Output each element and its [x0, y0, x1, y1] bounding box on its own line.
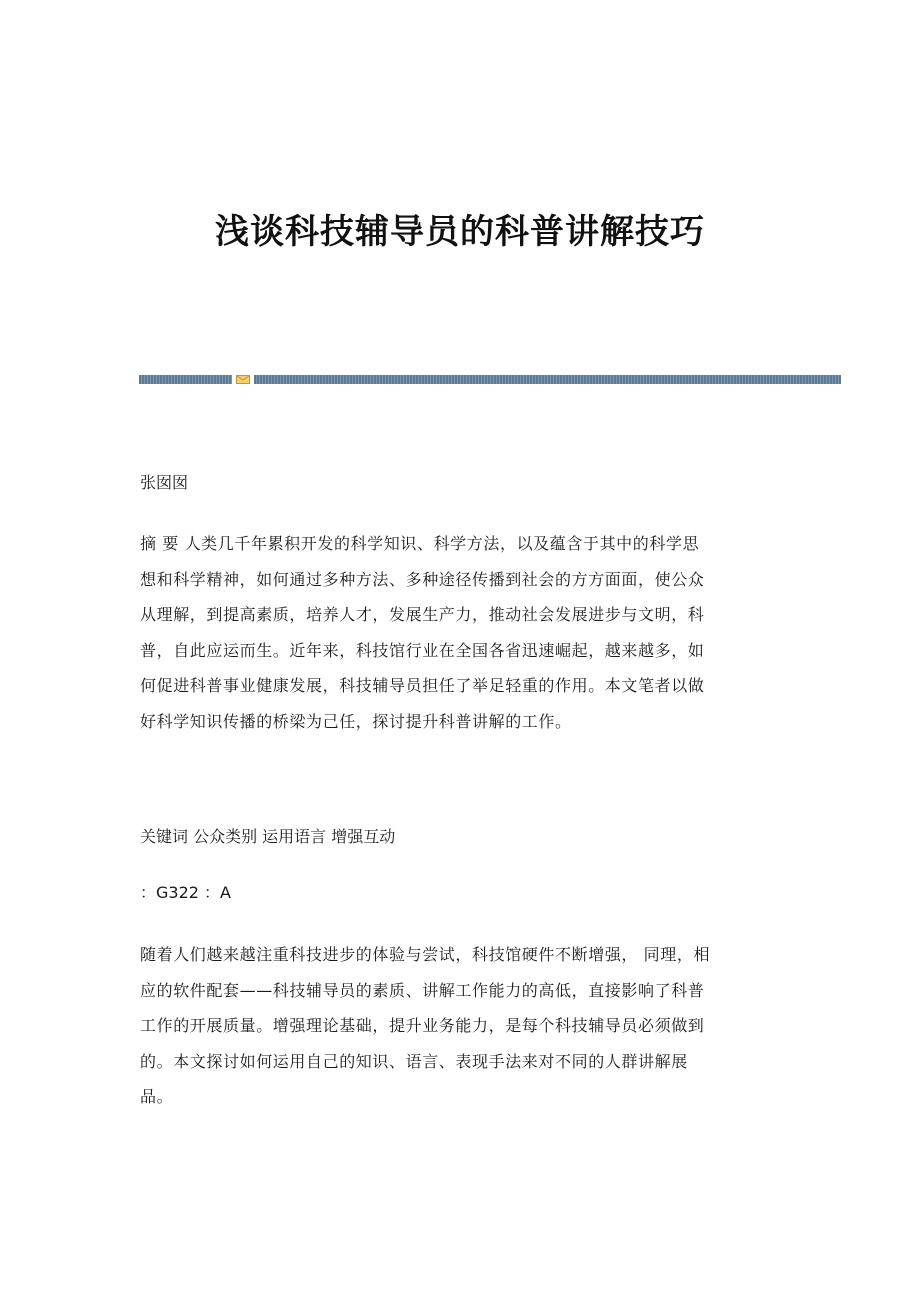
document-title: 浅谈科技辅导员的科普讲解技巧 [215, 212, 705, 252]
abstract-line: 从理解，到提高素质，培养人才，发展生产力，推动社会发展进步与文明，科 [140, 605, 705, 624]
divider-bar-right [254, 375, 841, 384]
body-line: 的。本文探讨如何运用自己的知识、语言、表现手法来对不同的人群讲解展 [140, 1051, 688, 1071]
body-line: 工作的开展质量。增强理论基础，提升业务能力，是每个科技辅导员必须做到 [140, 1016, 705, 1035]
divider-bar-left [139, 375, 232, 384]
body-paragraph [140, 937, 780, 1115]
body-line: 品。 [140, 1087, 174, 1106]
classification-code: ：G322 ：A [140, 883, 231, 902]
abstract-line: 想和科学精神，如何通过多种方法、多种途径传播到社会的方方面面，使公众 [140, 569, 705, 589]
abstract-line: 好科学知识传播的桥梁为己任，探讨提升科普讲解的工作。 [140, 711, 572, 731]
abstract-line: 普，自此应运而生。近年来，科技馆行业在全国各省迅速崛起，越来越多，如 [140, 640, 705, 660]
envelope-ornament-icon [236, 375, 250, 384]
body-line: 应的软件配套——科技辅导员的素质、讲解工作能力的高低，直接影响了科普 [140, 980, 705, 1000]
author-name: 张囡囡 [140, 473, 189, 492]
abstract-line: 何促进科普事业健康发展，科技辅导员担任了举足轻重的作用。本文笔者以做 [140, 676, 705, 695]
body-line: 随着人们越来越注重科技进步的体验与尝试，科技馆硬件不断增强， 同理，相 [140, 945, 711, 964]
keywords-line: 关键词 公众类别 运用语言 增强互动 [140, 827, 396, 846]
title-divider [139, 375, 841, 384]
abstract-paragraph [140, 526, 780, 739]
abstract-line: 摘 要 人类几千年累积开发的科学知识、科学方法，以及蕴含于其中的科学思 [140, 534, 700, 553]
